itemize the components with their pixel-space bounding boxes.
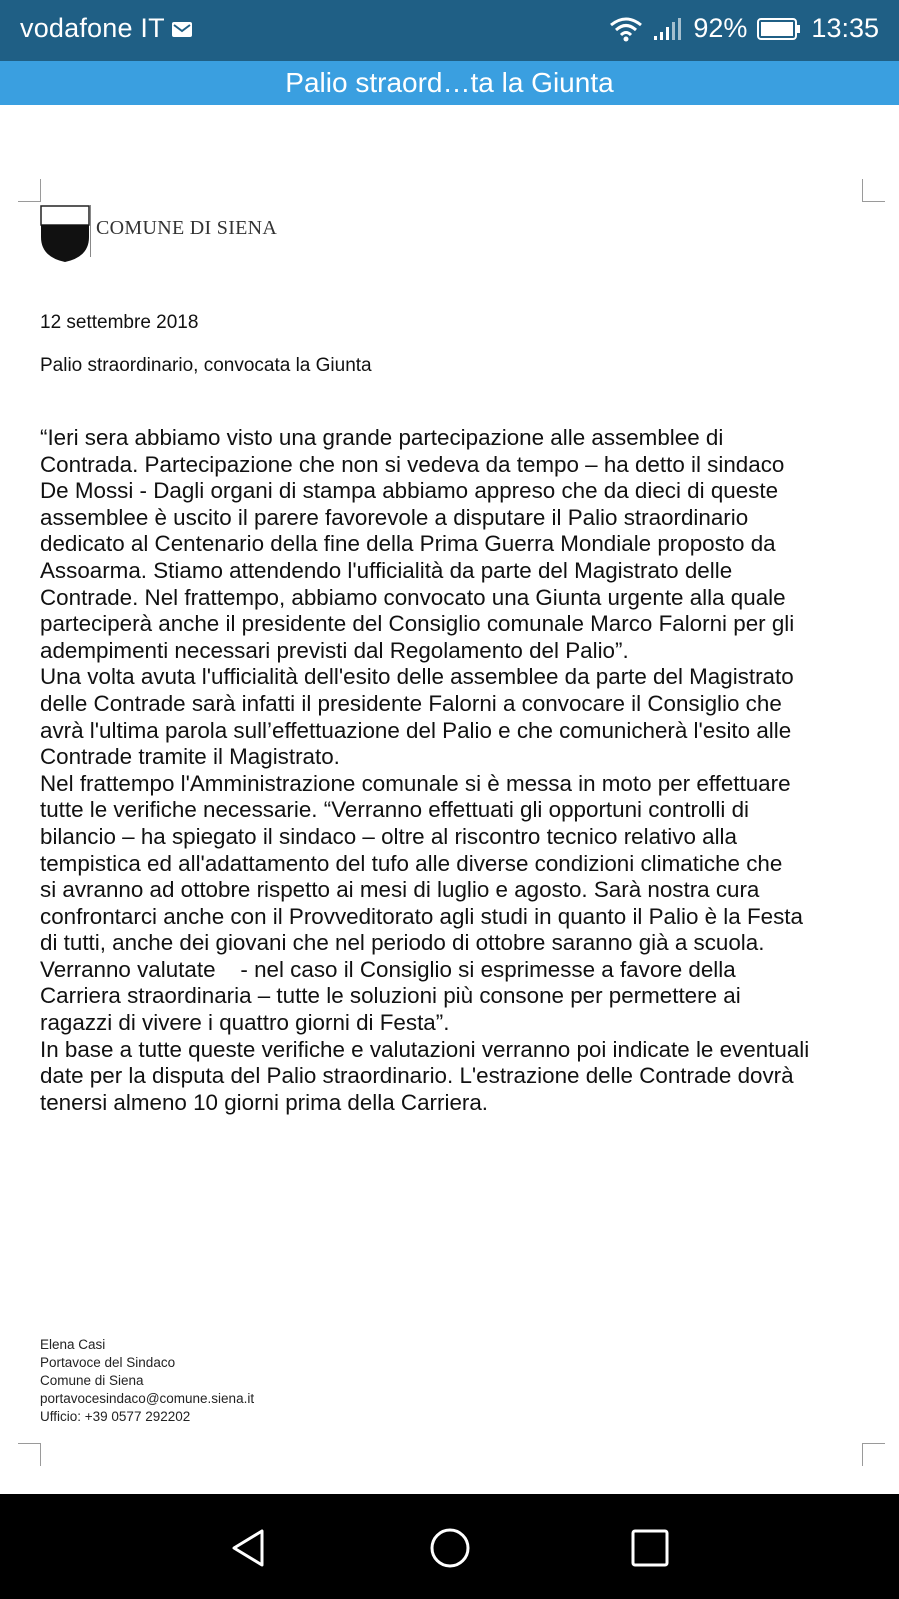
siena-shield-icon — [40, 203, 90, 263]
body-line: assemblee è uscito il parere favorevole a disputare il Palio straordinario — [40, 504, 749, 530]
android-nav-bar — [0, 1494, 899, 1599]
press-headline: Palio straordinario, convocata la Giunta — [40, 355, 372, 376]
body-line: Contrade. Nel frattempo, abbiamo convocato una Giunta urgente alla quale — [40, 584, 786, 610]
signature-name: Elena Casi — [40, 1337, 106, 1352]
signature-email: portavocesindaco@comune.siena.it — [40, 1391, 255, 1406]
body-line: parteciperà anche il presidente del Consiglio comunale Marco Falorni per gli — [40, 611, 795, 637]
body-line: Contrada. Partecipazione che non si vedeva da tempo – ha detto il sindaco — [40, 451, 785, 477]
home-icon[interactable] — [428, 1526, 472, 1570]
body-line: “Ieri sera abbiamo visto una grande partecipazione alle assemblee di — [40, 425, 724, 450]
body-line: Assoarma. Stiamo attendendo l'ufficialità da parte del Magistrato delle — [40, 557, 733, 583]
crop-mark-bottom-right — [862, 1443, 885, 1466]
body-line: delle Contrade sarà infatti il presidente Falorni a convocare il Consiglio che — [40, 690, 782, 716]
battery-percent: 92% — [693, 13, 748, 43]
body-line: confrontarci anche con il Provveditorato agli studi in quanto il Palio è la Festa — [40, 903, 803, 929]
signature-org: Comune di Siena — [40, 1373, 144, 1388]
body-line: Verranno valutate - nel caso il Consiglio si esprimesse a favore della — [40, 956, 736, 982]
press-date: 12 settembre 2018 — [40, 312, 199, 333]
body-line: Carriera straordinaria – tutte le soluzioni più consone per permettere ai — [40, 983, 741, 1009]
status-bar — [0, 0, 899, 61]
body-line: tutte le verifiche necessarie. “Verranno effettuati gli opportuni controlli di — [40, 797, 750, 823]
crop-mark-bottom-left — [18, 1443, 41, 1466]
mail-icon — [171, 21, 193, 38]
crop-mark-top-left — [18, 179, 41, 202]
body-line: adempimenti necessari previsti dal Regolamento del Palio”. — [40, 637, 629, 663]
body-line: avrà l'ultima parola sull’effettuazione del Palio e che comunicherà l'esito alle — [40, 717, 792, 743]
document-title-bar[interactable]: Palio straord…ta la Giunta — [0, 61, 899, 105]
body-line: Contrade tramite il Magistrato. — [40, 744, 340, 770]
signature-block — [40, 1336, 254, 1426]
carrier — [20, 13, 193, 44]
body-line: ragazzi di vivere i quattro giorni di Festa”. — [40, 1010, 450, 1036]
body-line: date per la disputa del Palio straordinario. L'estrazione delle Contrade dovrà — [40, 1063, 794, 1089]
press-body — [40, 425, 870, 1116]
body-line: Nel frattempo l'Amministrazione comunale si è messa in moto per effettuare — [40, 770, 791, 796]
carrier-name: vodafone IT — [20, 13, 165, 43]
body-line: si avranno ad ottobre rispetto ai mesi di luglio e agosto. Sarà nostra cura — [40, 877, 760, 903]
wifi-icon — [609, 15, 643, 43]
body-line: di tutti, anche dei giovani che nel periodo di ottobre saranno già a scuola. — [40, 930, 765, 956]
body-line: tempistica ed all'adattamento del tufo alle diverse condizioni climatiche che — [40, 850, 783, 876]
logo-text: COMUNE DI SIENA — [96, 217, 278, 239]
signal-icon — [653, 17, 683, 41]
document-page[interactable] — [0, 105, 899, 1494]
logo-divider — [90, 205, 91, 257]
body-line: In base a tutte queste verifiche e valutazioni verranno poi indicate le eventuali — [40, 1036, 810, 1062]
signature-phone: Ufficio: +39 0577 292202 — [40, 1409, 191, 1424]
body-line: tenersi almeno 10 giorni prima della Carriera. — [40, 1089, 489, 1115]
battery-icon — [757, 18, 801, 40]
status-right — [609, 13, 879, 44]
back-icon[interactable] — [228, 1526, 272, 1570]
body-line: Una volta avuta l'ufficialità dell'esito delle assemblee da parte del Magistrato — [40, 664, 794, 690]
recents-icon[interactable] — [628, 1526, 672, 1570]
body-line: bilancio – ha spiegato il sindaco – oltre al riscontro tecnico relativo alla — [40, 823, 737, 849]
clock: 13:35 — [811, 13, 879, 43]
signature-role: Portavoce del Sindaco — [40, 1355, 176, 1370]
crop-mark-top-right — [862, 179, 885, 202]
body-line: De Mossi - Dagli organi di stampa abbiamo appreso che da dieci di queste — [40, 478, 779, 504]
body-line: dedicato al Centenario della fine della Prima Guerra Mondiale proposto da — [40, 531, 776, 557]
